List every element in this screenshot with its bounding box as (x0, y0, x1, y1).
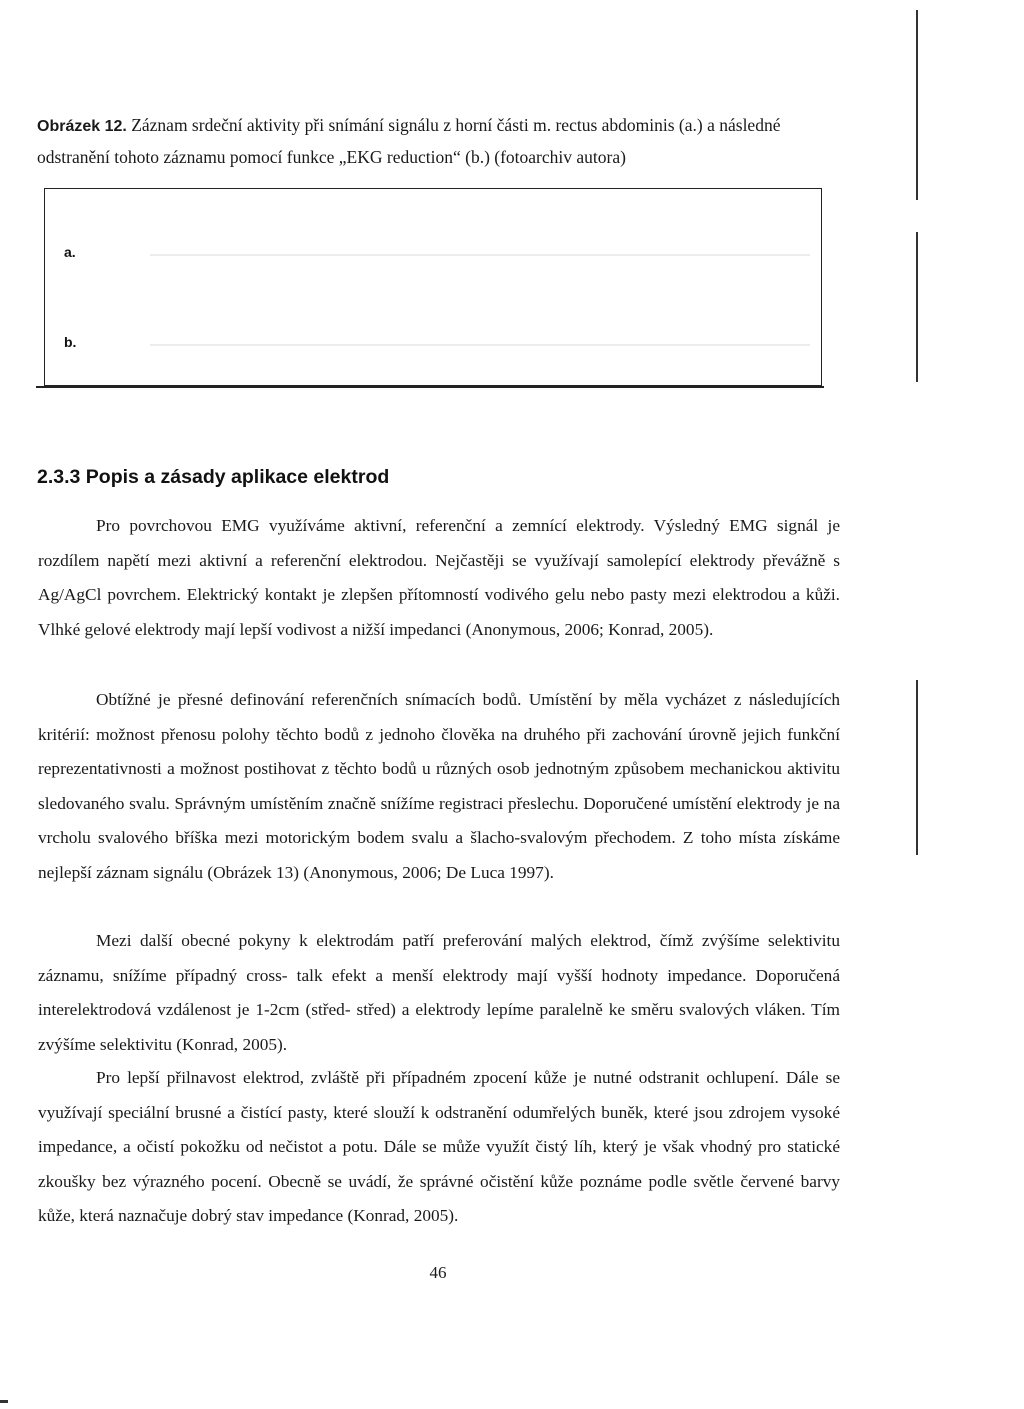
figure-bottom-rule (36, 386, 824, 388)
emg-signal-traces (150, 205, 810, 375)
paragraph-1 (38, 509, 840, 647)
panel-a-label: a. (64, 244, 76, 260)
scan-corner-mark (0, 1400, 8, 1403)
panel-b-label: b. (64, 334, 77, 350)
scan-edge-line-lower (916, 680, 918, 855)
scan-edge-line-top (916, 10, 918, 200)
page-number: 46 (429, 1263, 447, 1282)
paragraph-3-text: Mezi další obecné pokyny k elektrodám patří preferování malých elektrod, čímž zvýšíme selektivitu záznamu, snížíme případný cross- talk efekt a menší elektrody mají vyšší hodnoty impedance. Doporučená interelektrodová vzdálenost je 1-2cm (střed- střed) a elektrody lepíme paralelně ke směru svalových vláken. Tím zvýšíme selektivitu (Konrad, 2005). (38, 931, 840, 1054)
figure-caption-text: Záznam srdeční aktivity při snímání signálu z horní části m. rectus abdominis (a.) a následné odstranění tohoto záznamu pomocí funkce „EKG reduction“ (b.) (fotoarchiv autora) (37, 115, 781, 167)
paragraph-2 (38, 683, 840, 891)
paragraph-3 (38, 924, 840, 1062)
figure-caption (37, 110, 837, 173)
paragraph-2-text: Obtížné je přesné definování referenčních snímacích bodů. Umístění by měla vycházet z následujících kritérií: možnost přenosu polohy těchto bodů z jednoho člověka na druhého při zachování úrovně jejich funkční reprezentativnosti a možnost postihovat z těchto bodů u různých osob jednotným způsobem mechanickou aktivitu sledovaného svalu. Správným umístěním značně snížíme registraci přeslechu. Doporučené umístění elektrody je na vrcholu svalového bříška mezi motorickým bodem svalu a šlacho-svalovým přechodem. Z toho místa získáme nejlepší záznam signálu (Obrázek 13) (Anonymous, 2006; De Luca 1997). (38, 690, 840, 882)
paragraph-4 (38, 1061, 840, 1234)
figure-caption-label: Obrázek 12. (37, 118, 127, 135)
paragraph-1-text: Pro povrchovou EMG využíváme aktivní, referenční a zemnící elektrody. Výsledný EMG signál je rozdílem napětí mezi aktivní a referenční elektrodou. Nejčastěji se využívají samolepící elektrody převážně s Ag/AgCl povrchem. Elektrický kontakt je zlepšen přítomností vodivého gelu nebo pasty mezi elektrodou a kůži. Vlhké gelové elektrody mají lepší vodivost a nižší impedanci (Anonymous, 2006; Konrad, 2005). (38, 516, 840, 639)
paragraph-4-text: Pro lepší přilnavost elektrod, zvláště při případném zpocení kůže je nutné odstranit ochlupení. Dále se využívají speciální brusné a čistící pasty, které slouží k odstranění odumřelých buněk, které jsou zdrojem vysoké impedance, a očistí pokožku od nečistot a potu. Dále se může využít čistý líh, který je však vhodný pro statické zkoušky bez výrazného pocení. Obecně se uvádí, že správné očistění kůže poznáme podle světle červené barvy kůže, která naznačuje dobrý stav impedance (Konrad, 2005). (38, 1068, 840, 1226)
section-heading: 2.3.3 Popis a zásady aplikace elektrod (37, 466, 390, 488)
scan-edge-line-middle (916, 232, 918, 382)
